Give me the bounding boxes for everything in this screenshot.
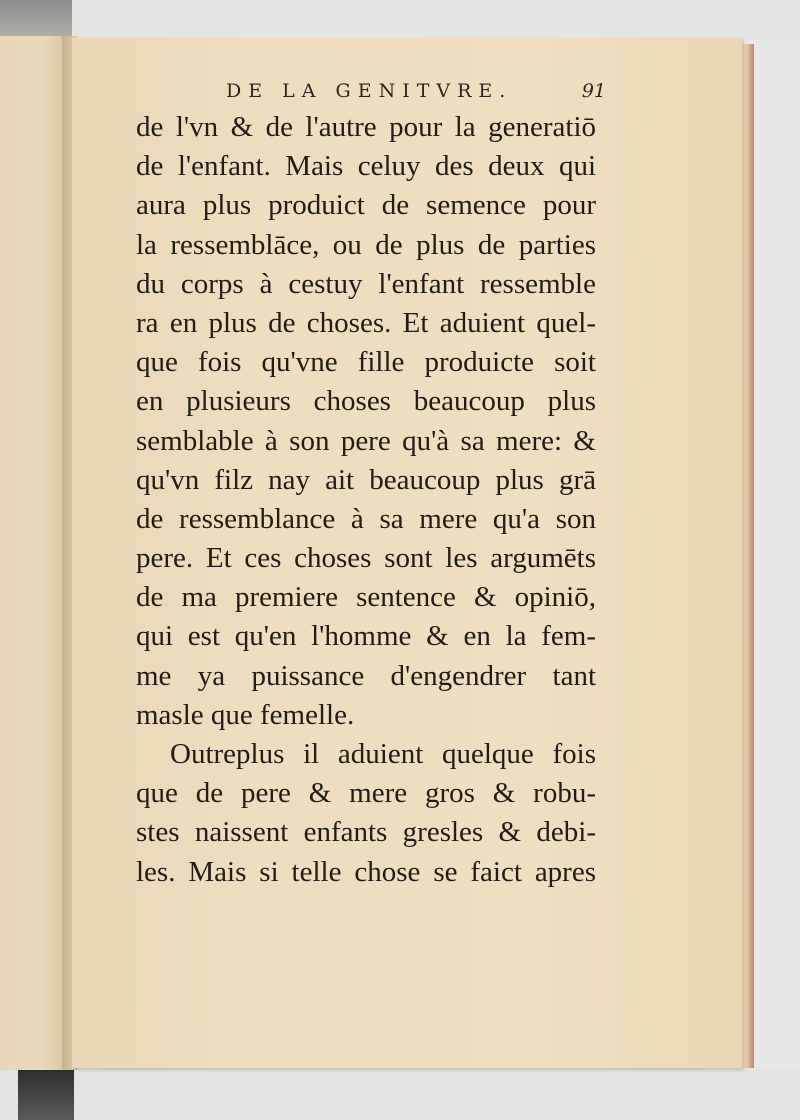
text-line: qu'vn filz nay ait beaucoup plus grā: [136, 463, 596, 496]
page-number: 91: [581, 80, 606, 102]
running-head: [226, 76, 606, 106]
text-line: que fois qu'vne fille produicte soit: [136, 346, 596, 379]
text-line: qui est qu'en l'homme & en la fem-: [136, 620, 596, 653]
text-line: la ressemblāce, ou de plus de parties: [136, 228, 596, 261]
text-line: me ya puissance d'engendrer tant: [136, 659, 596, 692]
text-line: les. Mais si telle chose se faict apres: [136, 855, 596, 888]
text-line: en plusieurs choses beaucoup plus: [136, 385, 596, 418]
text-line: du corps à cestuy l'enfant ressemble: [136, 267, 596, 300]
text-line: masle que femelle.: [136, 698, 355, 731]
scan-background-top: [70, 0, 800, 40]
text-line: que de pere & mere gros & robu-: [136, 777, 596, 810]
running-title: DE LA GENITVRE.: [226, 80, 513, 102]
text-line: pere. Et ces choses sont les argumēts: [136, 542, 596, 575]
text-line: de l'vn & de l'autre pour la generatiō: [136, 111, 596, 143]
text-line: stes naissent enfants gresles & debi-: [136, 816, 596, 849]
scan-background-corner: [0, 0, 72, 40]
paragraph-start-line: Outreplus il aduient quelque fois: [170, 738, 596, 770]
text-line: de l'enfant. Mais celuy des deux qui: [136, 150, 596, 183]
text-line: semblable à son pere qu'à sa mere: &: [136, 424, 596, 457]
book-cover-edge: [18, 1068, 74, 1120]
text-line: de ressemblance à sa mere qu'a son: [136, 502, 596, 535]
body-text: [136, 108, 596, 892]
text-line: ra en plus de choses. Et aduient quel-: [136, 306, 596, 339]
page-fore-edge: [742, 44, 754, 1068]
scan-background-bottom: [0, 1070, 800, 1120]
text-line: de ma premiere sentence & opiniō,: [136, 581, 596, 614]
text-line: aura plus produict de semence pour: [136, 189, 596, 222]
